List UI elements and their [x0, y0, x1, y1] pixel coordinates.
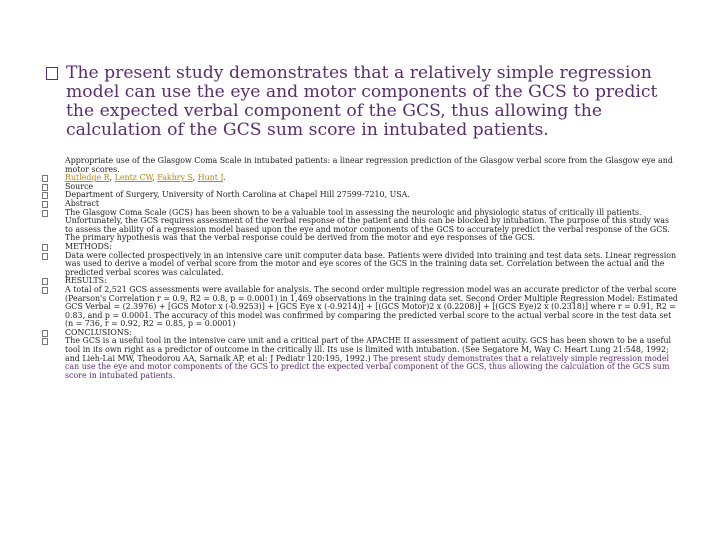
square-bullet-icon: [42, 338, 48, 345]
methods-label: METHODS:: [65, 241, 112, 251]
list-item-abstract-text: [42, 209, 678, 243]
conclusions-highlight: The present study demonstrates that a relatively simple regression model can use the eye and motor components of the GCS to predict the expected verbal component of the GCS, thus allowing the calculation of the GCS sum score in intubated patients.: [65, 353, 670, 380]
square-bullet-icon: [42, 287, 48, 294]
conclusions-text: The GCS is a useful tool in the intensive care unit and a critical part of the APACHE II assessment of patient acuity. GCS has been shown to be a useful tool in its own right as a predictor of outcome in the critically ill. Its use is limited with intubation. (See Segatore M, Way C: Heart Lung 21:548, 1992; and Lieh-Lai MW, Theodorou AA, Sarnaik AP, et al: J Pediatr 120:195, 1992.): [65, 336, 672, 363]
abstract-text: The Glasgow Coma Scale (GCS) has been shown to be a valuable tool in assessing the neurologic and physiologic status of critically ill patients. Unfortunately, the GCS requires assessment of the verbal response of the patient and this can be blocked by intubation. The purpose of this study was to assess the ability of a regression model based upon the eye and motor components of the GCS to accurately predict the verbal response of the GCS. The primary hypothesis was that the verbal response could be derived from the motor and eye responses of the GCS.: [65, 207, 670, 243]
square-bullet-icon: [46, 67, 58, 80]
square-bullet-icon: [42, 244, 48, 251]
square-bullet-icon: [42, 210, 48, 217]
article-title: Appropriate use of the Glasgow Coma Scale in intubated patients: a linear regression prediction of the Glasgow verbal score from the Glasgow eye and motor scores.: [65, 156, 673, 174]
square-bullet-icon: [42, 253, 48, 260]
list-item-conclusions-text: [42, 337, 678, 380]
list-item-affiliation: [42, 191, 678, 200]
affiliation-text: Department of Surgery, University of North Carolina at Chapel Hill 27599-7210, USA.: [65, 190, 410, 200]
source-label: Source: [65, 181, 94, 191]
abstract-list: [42, 157, 678, 380]
square-bullet-icon: [42, 184, 48, 191]
square-bullet-icon: [42, 192, 48, 199]
list-item-methods-text: [42, 252, 678, 278]
author-link-3[interactable]: Fakhry S: [157, 173, 193, 183]
headline: [46, 64, 666, 140]
square-bullet-icon: [42, 330, 48, 337]
author-link-1[interactable]: Rutledge R: [65, 173, 110, 183]
conclusions-label: CONCLUSIONS:: [65, 327, 132, 337]
results-label: RESULTS:: [65, 276, 107, 286]
list-item-authors: Rutledge R, Lentz CW, Fakhry S, Hunt J.: [42, 174, 678, 183]
author-link-2[interactable]: Lentz CW: [114, 173, 153, 183]
square-bullet-icon: [42, 278, 48, 285]
headline-text: The present study demonstrates that a relatively simple regression model can use the eye and motor components of the GCS to predict the expected verbal component of the GCS, thus allowing the calculation of the GCS sum score in intubated patients.: [66, 63, 658, 140]
square-bullet-icon: [42, 201, 48, 208]
list-item-results-text: [42, 286, 678, 329]
list-item-title: [42, 157, 678, 174]
methods-text: Data were collected prospectively in an intensive care unit computer data base. Patients were divided into training and test data sets. Linear regression was used to derive a model of verbal score from the motor and eye scores of the GCS in the training data set. Correlation between the actual and the predicted verbal scores was calculated.: [65, 250, 677, 277]
abstract-label: Abstract: [65, 198, 100, 208]
square-bullet-icon: [42, 175, 48, 182]
author-link-4[interactable]: Hunt J: [197, 173, 223, 183]
results-text: A total of 2,521 GCS assessments were available for analysis. The second order multiple regression model was an accurate predictor of the verbal score (Pearson's Correlation r = 0.9, R2 = 0.8, p = 0.0001) in 1,469 observations in the training data set. Second Order Multiple Regression Model: Estimated GCS Verbal = (2.3976) + [GCS Motor x (-0.9253)] + [GCS Eye x (-0.9214)] + [(GCS Motor)2 x (0.2208)] + [(GCS Eye)2 x (0.2318)] where r = 0.91, R2 = 0.83, and p = 0.0001. The accuracy of this model was confirmed by comparing the predicted verbal score to the actual verbal score in the test data set (n = 736, r = 0.92, R2 = 0.85, p = 0.0001): [65, 284, 678, 329]
